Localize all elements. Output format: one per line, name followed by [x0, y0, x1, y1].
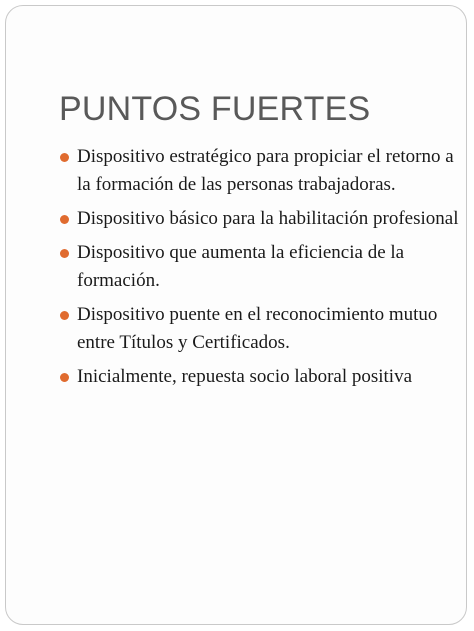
bullet-text: Inicialmente, repuesta socio laboral positiva	[77, 366, 413, 387]
bullet-text: Dispositivo estratégico para propiciar el retorno a la formación de las personas trabajadoras.	[77, 146, 454, 195]
slide	[5, 5, 467, 625]
bullet-dot-icon	[60, 215, 69, 224]
bullet-dot-icon	[60, 249, 69, 258]
bullet-text: Dispositivo que aumenta la eficiencia de la formación.	[77, 242, 405, 291]
bullet-item	[59, 239, 459, 295]
bullet-text: Dispositivo básico para la habilitación profesional	[77, 208, 459, 229]
bullet-dot-icon	[60, 153, 69, 162]
bullet-item	[59, 301, 459, 357]
slide-title: PUNTOS FUERTES	[59, 90, 371, 128]
bullet-item	[59, 363, 459, 391]
bullet-item	[59, 205, 459, 233]
bullet-dot-icon	[60, 311, 69, 320]
bullet-item	[59, 143, 459, 199]
bullet-dot-icon	[60, 373, 69, 382]
bullet-text: Dispositivo puente en el reconocimiento mutuo entre Títulos y Certificados.	[77, 304, 438, 353]
bullet-list	[59, 143, 459, 397]
